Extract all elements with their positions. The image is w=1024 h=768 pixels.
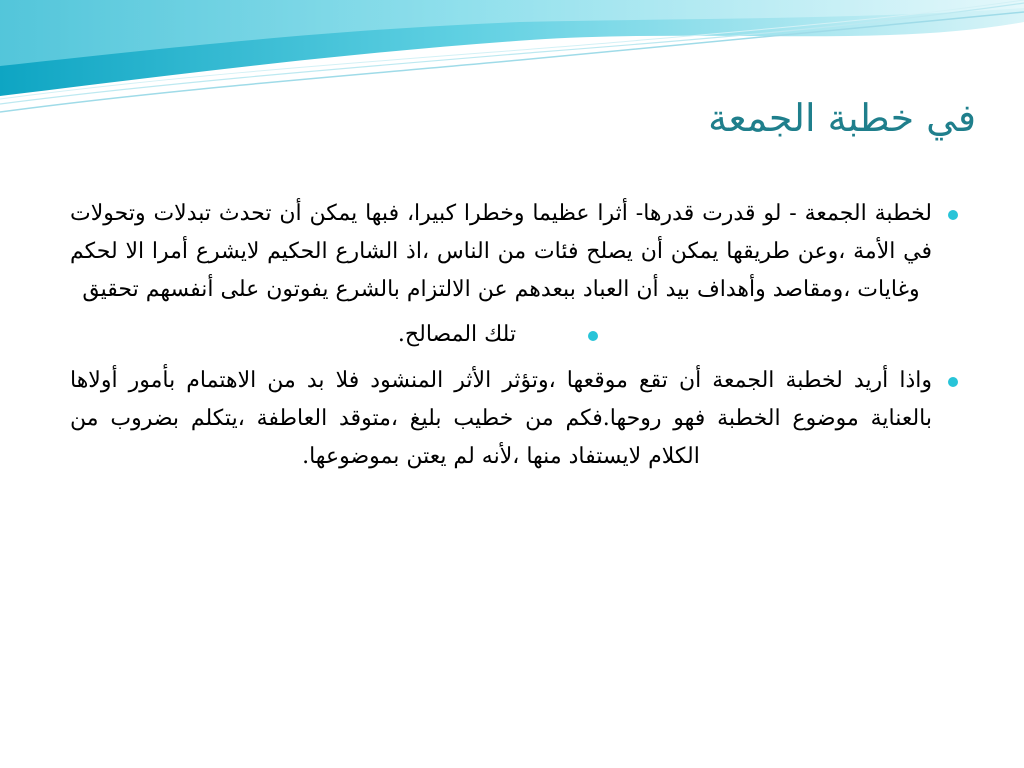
bullet-text: واذا أريد لخطبة الجمعة أن تقع موقعها ،وتؤثر الأثر المنشود فلا بد من الاهتمام بأمور أولاها بالعناية موضوع الخطبة فهو روحها.فكم من خطيب بليغ ،متوقد العاطفة ،يتكلم بضروب من الكلام لايستفاد منها ،لأنه لم يعتن بموضوعها.	[70, 368, 932, 469]
bullet-item	[70, 362, 958, 475]
bullet-text: تلك المصالح.	[397, 322, 517, 348]
slide-title: في خطبة الجمعة	[708, 96, 976, 140]
bullet-dot-icon	[588, 331, 598, 341]
bullet-item	[70, 195, 958, 308]
bullet-text: لخطبة الجمعة - لو قدرت قدرها- أثرا عظيما وخطرا كبيرا، فبها يمكن أن تحدث تبدلات وتحولات في الأمة ،وعن طريقها يمكن أن يصلح فئات من الناس ،اذ الشارع الحكيم لايشرع أمرا الا لحكم وغايات ،ومقاصد وأهداف بيد أن العباد ببعدهم عن الالتزام بالشرع يفوتون على أنفسهم تحقيق	[70, 201, 932, 302]
bullet-list	[70, 195, 958, 484]
bullet-dot-icon	[948, 210, 958, 220]
bullet-item	[342, 316, 598, 354]
bullet-dot-icon	[948, 377, 958, 387]
